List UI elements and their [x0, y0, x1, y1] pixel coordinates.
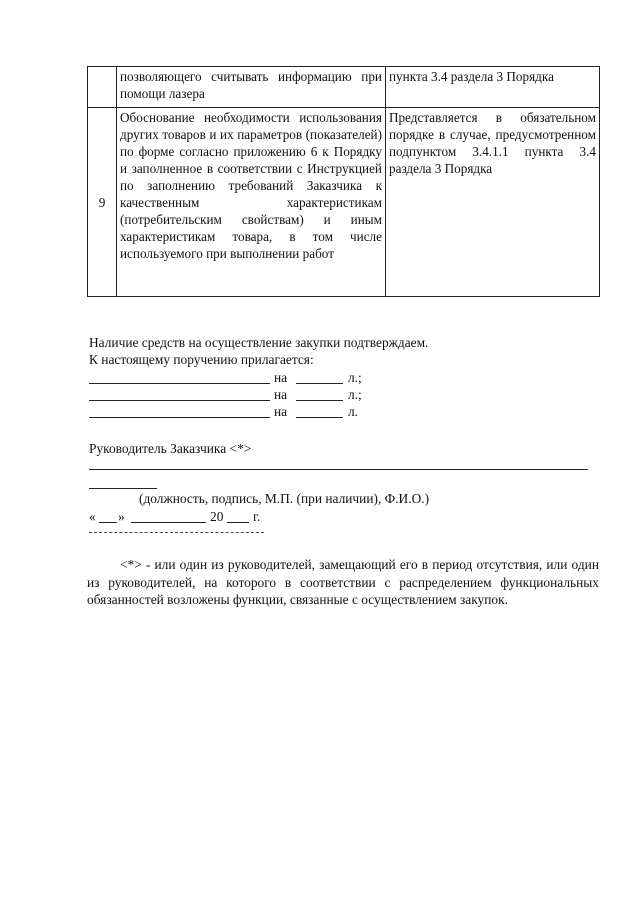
date-year-suffix: г.	[253, 509, 261, 524]
attachment-sheets: л.;	[348, 387, 362, 402]
date-close-quote: »	[118, 509, 125, 524]
attachment-on: на	[274, 387, 288, 402]
attachment-sheets: л.	[348, 404, 359, 419]
head-label: Руководитель Заказчика <*>	[89, 441, 252, 456]
requirement-note: Представляется в обязательном порядке в случае, предусмотренном подпунктом 3.4.1.1 пункта 3.4 раздела 3 Порядка	[386, 108, 600, 297]
requirement-note: пункта 3.4 раздела 3 Порядка	[386, 67, 600, 108]
attachment-name-line	[89, 383, 270, 384]
attachment-name-line	[89, 400, 270, 401]
requirement-name: Обоснование необходимости использования других товаров и их параметров (показателей) по форме согласно приложению 6 к Порядку и заполненное в соответствии с Инструкцией по заполнению требований Заказчика к качественным характеристикам (потребительским свойствам) и иным характеристикам товара, в том числе используемого при выполнении работ	[117, 108, 386, 297]
funds-confirmation: Наличие средств на осуществление закупки подтверждаем.	[89, 335, 429, 350]
row-number: 9	[88, 108, 117, 297]
date-open-quote: «	[89, 509, 96, 524]
date-year-line	[227, 522, 249, 523]
attachment-on: на	[274, 404, 288, 419]
signature-line	[89, 469, 588, 470]
attachment-sheets-line	[296, 400, 343, 401]
date-century: 20	[210, 509, 224, 524]
attachment-sheets: л.;	[348, 370, 362, 385]
attachment-on: на	[274, 370, 288, 385]
attachment-sheets-line	[296, 417, 343, 418]
requirements-table	[87, 66, 600, 297]
row-number	[88, 67, 117, 108]
attachment-name-line	[89, 417, 270, 418]
date-day-line	[99, 522, 117, 523]
footnote: <*> - или один из руководителей, замещающий его в период отсутствия, или один из руководителей, на которого в соответствии с распределением функциональных обязанностей возложены функции, связанные с осуществлением закупок.	[87, 557, 599, 607]
attachment-sheets-line	[296, 383, 343, 384]
date-month-line	[131, 522, 206, 523]
table-row	[88, 67, 600, 108]
position-caption: (должность, подпись, М.П. (при наличии), Ф.И.О.)	[139, 491, 430, 506]
table-row	[88, 108, 600, 297]
attachments-label: К настоящему поручению прилагается:	[89, 352, 314, 367]
requirement-name: позволяющего считывать информацию при помощи лазера	[117, 67, 386, 108]
signature-line-short	[89, 488, 157, 489]
date-separator	[89, 532, 264, 533]
